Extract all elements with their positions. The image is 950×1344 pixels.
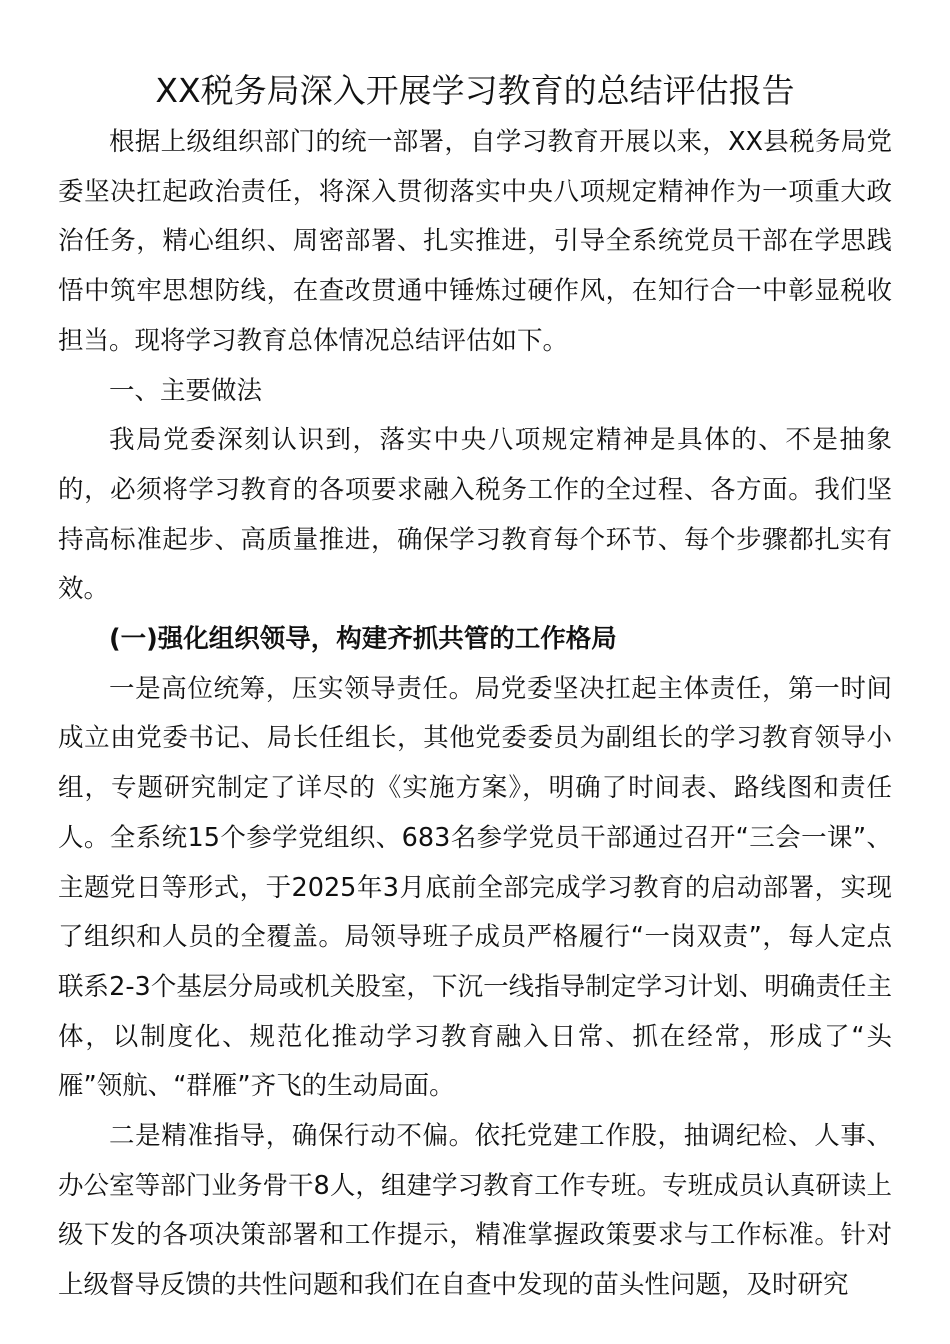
section-heading-main-practices: 一、主要做法 bbox=[109, 375, 263, 406]
body-paragraph: 二是精准指导，确保行动不偏。依托党建工作股，抽调纪检、人事、办公室等部门业务骨干8人，组建学习教育工作专班。专班成员认真研读上级下发的各项决策部署和工作提示，精准掌握政策要求与工作标准。针对上级督导反馈的共性问题和我们在自查中发现的苗头性问题，及时研究 bbox=[58, 1121, 892, 1301]
body-paragraph: 一是高位统筹，压实领导责任。局党委坚决扛起主体责任，第一时间成立由党委书记、局长任组长，其他党委委员为副组长的学习教育领导小组，专题研究制定了详尽的《实施方案》，明确了时间表、路线图和责任人。全系统15个参学党组织、683名参学党员干部通过召开“三会一课”、主题党日等形式，于2025年3月底前全部完成学习教育的启动部署，实现了组织和人员的全覆盖。局领导班子成员严格履行“一岗双责”，每人定点联系2-3个基层分局或机关股室，下沉一线指导制定学习计划、明确责任主体，以制度化、规范化推动学习教育融入日常、抓在经常，形成了“头雁”领航、“群雁”齐飞的生动局面。 bbox=[58, 673, 892, 1102]
document-body bbox=[58, 118, 892, 1311]
document-title: XX税务局深入开展学习教育的总结评估报告 bbox=[155, 71, 795, 110]
body-paragraph: 我局党委深刻认识到，落实中央八项规定精神是具体的、不是抽象的，必须将学习教育的各项要求融入税务工作的全过程、各方面。我们坚持高标准起步、高质量推进，确保学习教育每个环节、每个步骤都扎实有效。 bbox=[58, 425, 892, 605]
subsection-heading-organization: (一)强化组织领导，构建齐抓共管的工作格局 bbox=[109, 624, 617, 655]
intro-paragraph: 根据上级组织部门的统一部署，自学习教育开展以来，XX县税务局党委坚决扛起政治责任，将深入贯彻落实中央八项规定精神作为一项重大政治任务，精心组织、周密部署、扎实推进，引导全系统党员干部在学思践悟中筑牢思想防线，在查改贯通中锤炼过硬作风，在知行合一中彰显税收担当。现将学习教育总体情况总结评估如下。 bbox=[58, 127, 892, 356]
document-page bbox=[58, 66, 892, 1311]
